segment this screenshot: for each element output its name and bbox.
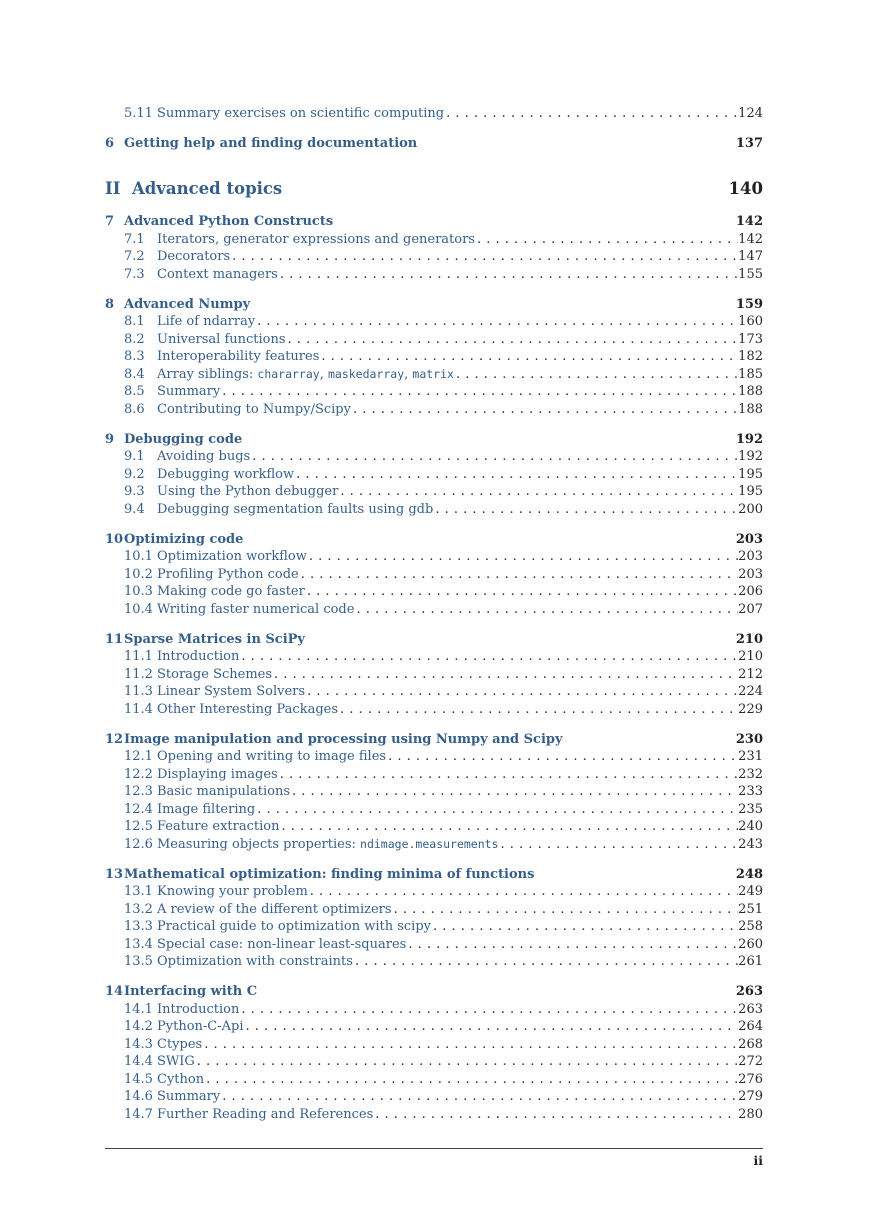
toc-section-entry[interactable] xyxy=(105,901,763,919)
toc-entry-number: 14.1 xyxy=(124,1001,153,1017)
toc-entry-page: 140 xyxy=(728,178,763,198)
toc-entry-title[interactable]: Debugging segmentation faults using gdb xyxy=(157,501,434,517)
toc-entry-page: 263 xyxy=(735,984,763,999)
dot-leader xyxy=(354,601,738,619)
toc-section-entry[interactable] xyxy=(105,1071,763,1089)
toc-entry-number: 13.5 xyxy=(124,954,153,969)
toc-entry-title[interactable]: Introduction xyxy=(157,649,240,664)
page-number: ii xyxy=(753,1153,763,1168)
toc-entry-number: 9.4 xyxy=(124,501,145,517)
toc-entry-number: 11.2 xyxy=(124,666,153,682)
toc-section-entry[interactable] xyxy=(105,566,763,584)
toc-chapter-entry[interactable] xyxy=(105,631,763,649)
toc-entry-code: matrix xyxy=(412,366,454,381)
toc-section-entry[interactable] xyxy=(105,483,763,501)
toc-section-entry[interactable] xyxy=(105,783,763,801)
toc-entry-page: 235 xyxy=(738,801,763,817)
toc-entry-number: 10.2 xyxy=(124,566,153,582)
toc-entry-title[interactable]: Optimization workflow xyxy=(157,549,307,564)
dot-leader xyxy=(338,483,738,501)
toc-entry-title[interactable]: Practical guide to optimization with scipy xyxy=(157,919,431,934)
toc-entry-title[interactable]: Debugging code xyxy=(124,431,243,447)
dot-leader xyxy=(431,918,738,936)
toc-chapter-entry[interactable] xyxy=(105,983,763,1001)
toc-entry-title[interactable]: Storage Schemes xyxy=(157,666,273,682)
toc-entry-page: 249 xyxy=(738,884,763,899)
toc-section-entry[interactable] xyxy=(105,348,763,366)
toc-entry-page: 279 xyxy=(738,1089,763,1104)
toc-entry-page: 243 xyxy=(738,836,763,852)
dot-leader xyxy=(299,566,738,584)
toc-entry-page: 224 xyxy=(738,684,763,699)
dot-leader xyxy=(454,366,738,384)
dot-leader xyxy=(220,383,738,401)
toc-section-entry[interactable] xyxy=(105,231,763,249)
toc-entry-page: 195 xyxy=(738,484,763,499)
toc-entry-title[interactable]: Iterators, generator expressions and generators xyxy=(157,231,475,247)
toc-entry-number: 13.3 xyxy=(124,919,153,934)
toc-entry-page: 188 xyxy=(738,384,763,399)
toc-entry-page: 258 xyxy=(738,919,763,934)
toc-entry-number: 10 xyxy=(105,531,124,547)
toc-entry-number: 10.3 xyxy=(124,584,153,599)
toc-entry-title[interactable]: Avoiding bugs xyxy=(157,449,251,464)
toc-entry-number: 13 xyxy=(105,866,124,882)
toc-entry-number: 12.6 xyxy=(124,836,153,852)
toc-entry-number: 14.5 xyxy=(124,1071,153,1087)
toc-entry-page: 268 xyxy=(738,1036,763,1052)
toc-entry-title[interactable]: A review of the different optimizers xyxy=(157,901,392,917)
toc-entry-page: 232 xyxy=(738,766,763,782)
toc-entry-page: 276 xyxy=(738,1071,763,1087)
toc-entry-page: 192 xyxy=(738,449,763,464)
dot-leader xyxy=(230,248,738,266)
toc-entry-page: 160 xyxy=(738,314,763,329)
toc-entry-title[interactable]: Linear System Solvers xyxy=(157,684,306,699)
toc-entry-title-part: , xyxy=(319,366,328,382)
toc-entry-page: 210 xyxy=(735,631,763,647)
toc-entry-title[interactable]: Optimizing code xyxy=(124,531,244,547)
toc-entry-page: 192 xyxy=(735,431,763,447)
toc-entry-page: 188 xyxy=(738,401,763,417)
toc-entry-number: 9.2 xyxy=(124,466,145,482)
dot-leader xyxy=(499,836,739,854)
toc-entry-title[interactable]: Making code go faster xyxy=(157,584,305,599)
dot-leader xyxy=(307,548,738,566)
toc-entry-number: 12.2 xyxy=(124,766,153,782)
toc-entry-number: 13.4 xyxy=(124,936,153,952)
toc-entry-number: 11.3 xyxy=(124,684,153,699)
toc-section-entry[interactable] xyxy=(105,366,763,384)
toc-entry-title[interactable]: Special case: non-linear least-squares xyxy=(157,936,407,952)
toc-section-entry[interactable] xyxy=(105,1001,763,1019)
toc-entry-page: 182 xyxy=(738,349,763,364)
toc-section-entry[interactable] xyxy=(105,383,763,401)
toc-chapter-entry[interactable] xyxy=(105,731,763,749)
toc-entry-title[interactable]: Cython xyxy=(157,1071,205,1087)
toc-entry-title[interactable]: Introduction xyxy=(157,1001,240,1017)
toc-section-entry[interactable] xyxy=(105,248,763,266)
toc-entry-number: 5.11 xyxy=(124,106,153,121)
toc-entry-number: 8.5 xyxy=(124,384,145,399)
dot-leader xyxy=(308,883,738,901)
toc-entry-number: 7.3 xyxy=(124,266,145,282)
toc-section-entry[interactable] xyxy=(105,583,763,601)
toc-entry-title[interactable] xyxy=(157,836,499,854)
toc-entry-page: 230 xyxy=(735,731,763,747)
toc-entry-title[interactable]: Profiling Python code xyxy=(157,566,299,582)
toc-section-entry[interactable] xyxy=(105,331,763,349)
toc-entry-number: 12 xyxy=(105,731,124,747)
toc-entry-number: 7.2 xyxy=(124,249,145,264)
toc-section-entry[interactable] xyxy=(105,648,763,666)
footer-rule xyxy=(105,1148,763,1149)
table-of-contents xyxy=(105,105,763,1123)
toc-section-entry[interactable] xyxy=(105,883,763,901)
toc-entry-code: chararray xyxy=(257,366,320,381)
toc-entry-page: 206 xyxy=(738,584,763,599)
dot-leader xyxy=(279,818,738,836)
toc-entry-number: 14.6 xyxy=(124,1089,153,1104)
toc-entry-title[interactable]: Summary exercises on scientific computing xyxy=(157,106,445,121)
toc-entry-page: 233 xyxy=(738,784,763,799)
toc-section-entry[interactable] xyxy=(105,105,763,123)
toc-entry-number: 8 xyxy=(105,296,115,312)
toc-section-entry[interactable] xyxy=(105,801,763,819)
toc-entry-page: 173 xyxy=(738,331,763,347)
toc-section-entry[interactable] xyxy=(105,1018,763,1036)
toc-section-entry[interactable] xyxy=(105,836,763,854)
toc-chapter-entry[interactable] xyxy=(105,213,763,231)
dot-leader xyxy=(278,266,738,284)
toc-entry-title[interactable]: Basic manipulations xyxy=(157,784,291,799)
toc-entry-title[interactable]: Optimization with constraints xyxy=(157,954,353,969)
toc-chapter-entry[interactable] xyxy=(105,531,763,549)
toc-entry-number: 10.4 xyxy=(124,601,153,617)
dot-leader xyxy=(244,1018,739,1036)
toc-entry-title[interactable]: Displaying images xyxy=(157,766,278,782)
toc-entry-page: 240 xyxy=(738,819,763,834)
toc-entry-number: 8.2 xyxy=(124,331,145,347)
toc-entry-number: 13.1 xyxy=(124,884,153,899)
toc-entry-title-part: , xyxy=(404,366,413,382)
toc-entry-number: 8.4 xyxy=(124,366,145,382)
toc-entry-number: II xyxy=(105,178,121,198)
toc-entry-title[interactable]: Interfacing with C xyxy=(124,984,258,999)
toc-section-entry[interactable] xyxy=(105,401,763,419)
toc-entry-code: ndimage.measurements xyxy=(360,836,499,851)
toc-entry-number: 9 xyxy=(105,431,115,447)
dot-leader xyxy=(319,348,738,366)
toc-entry-page: 251 xyxy=(738,901,763,917)
toc-entry-title[interactable]: Opening and writing to image files xyxy=(157,749,387,764)
toc-section-entry[interactable] xyxy=(105,1106,763,1124)
toc-entry-title[interactable]: Debugging workflow xyxy=(157,466,295,482)
toc-entry-title[interactable]: Writing faster numerical code xyxy=(157,601,355,617)
dot-leader xyxy=(338,701,738,719)
toc-entry-title[interactable]: Summary xyxy=(157,384,221,399)
toc-entry-page: 272 xyxy=(738,1054,763,1069)
toc-section-entry[interactable] xyxy=(105,666,763,684)
toc-entry-code: maskedarray xyxy=(327,366,405,381)
dot-leader xyxy=(305,583,738,601)
toc-entry-title-part: Measuring objects properties: xyxy=(157,836,361,852)
toc-section-entry[interactable] xyxy=(105,1088,763,1106)
toc-entry-page: 229 xyxy=(738,701,763,717)
dot-leader xyxy=(239,648,738,666)
toc-entry-number: 9.3 xyxy=(124,484,145,499)
toc-entry-page: 248 xyxy=(735,866,763,882)
toc-entry-page: 203 xyxy=(738,566,763,582)
toc-entry-number: 8.3 xyxy=(124,349,145,364)
toc-entry-number: 14.7 xyxy=(124,1106,153,1122)
toc-entry-number: 12.4 xyxy=(124,801,153,817)
toc-entry-number: 14.2 xyxy=(124,1019,153,1034)
toc-entry-page: 264 xyxy=(738,1019,763,1034)
dot-leader xyxy=(433,501,738,519)
dot-leader xyxy=(392,901,739,919)
toc-entry-number: 11.1 xyxy=(124,649,153,664)
toc-entry-page: 155 xyxy=(738,266,763,282)
toc-entry-number: 10.1 xyxy=(124,549,153,564)
toc-section-entry[interactable] xyxy=(105,936,763,954)
toc-entry-number: 14.3 xyxy=(124,1036,153,1052)
toc-entry-title-part: Array siblings: xyxy=(157,366,258,382)
toc-entry-page: 124 xyxy=(738,106,763,121)
toc-entry-title[interactable]: Summary xyxy=(157,1089,221,1104)
toc-section-entry[interactable] xyxy=(105,501,763,519)
toc-entry-number: 11 xyxy=(105,631,124,647)
toc-entry-number: 6 xyxy=(105,136,115,151)
toc-entry-title[interactable]: Advanced Numpy xyxy=(124,296,251,312)
toc-part-entry[interactable] xyxy=(105,177,763,201)
dot-leader xyxy=(386,748,738,766)
dot-leader xyxy=(202,1036,738,1054)
toc-entry-page: 210 xyxy=(738,649,763,664)
toc-entry-number: 14.4 xyxy=(124,1054,153,1069)
dot-leader xyxy=(373,1106,738,1124)
toc-section-entry[interactable] xyxy=(105,953,763,971)
toc-chapter-entry[interactable] xyxy=(105,431,763,449)
toc-entry-page: 203 xyxy=(735,531,763,547)
toc-entry-number: 8.6 xyxy=(124,401,145,417)
toc-entry-page: 260 xyxy=(738,936,763,952)
toc-entry-title[interactable]: Other Interesting Packages xyxy=(157,701,339,717)
dot-leader xyxy=(272,666,738,684)
toc-entry-title[interactable]: Ctypes xyxy=(157,1036,203,1052)
toc-entry-page: 142 xyxy=(735,214,763,229)
toc-entry-title[interactable]: Image manipulation and processing using Numpy and Scipy xyxy=(124,731,563,747)
toc-section-entry[interactable] xyxy=(105,266,763,284)
toc-section-entry[interactable] xyxy=(105,1053,763,1071)
toc-entry-title[interactable]: Context managers xyxy=(157,266,278,282)
toc-section-entry[interactable] xyxy=(105,918,763,936)
toc-section-entry[interactable] xyxy=(105,548,763,566)
toc-entry-title[interactable]: Advanced topics xyxy=(132,178,283,198)
toc-entry-number: 12.3 xyxy=(124,784,153,799)
toc-section-entry[interactable] xyxy=(105,701,763,719)
toc-entry-number: 11.4 xyxy=(124,701,153,717)
dot-leader xyxy=(204,1071,738,1089)
toc-entry-title[interactable]: Further Reading and References xyxy=(157,1106,374,1122)
toc-entry-title[interactable]: Using the Python debugger xyxy=(157,484,339,499)
toc-entry-title[interactable]: Sparse Matrices in SciPy xyxy=(124,631,305,647)
toc-entry-page: 280 xyxy=(738,1106,763,1122)
toc-entry-number: 7.1 xyxy=(124,231,145,247)
toc-entry-title[interactable]: Getting help and finding documentation xyxy=(124,136,418,151)
toc-entry-title[interactable]: Interoperability features xyxy=(157,349,320,364)
toc-entry-page: 263 xyxy=(738,1001,763,1017)
dot-leader xyxy=(305,683,738,701)
toc-section-entry[interactable] xyxy=(105,683,763,701)
toc-entry-page: 200 xyxy=(738,501,763,517)
toc-chapter-entry[interactable] xyxy=(105,866,763,884)
toc-entry-number: 12.5 xyxy=(124,819,153,834)
toc-entry-number: 8.1 xyxy=(124,314,145,329)
dot-leader xyxy=(406,936,738,954)
toc-entry-page: 159 xyxy=(735,296,763,312)
toc-entry-number: 13.2 xyxy=(124,901,153,917)
toc-entry-page: 142 xyxy=(738,231,763,247)
toc-section-entry[interactable] xyxy=(105,448,763,466)
toc-entry-number: 9.1 xyxy=(124,449,145,464)
dot-leader xyxy=(475,231,738,249)
toc-entry-page: 137 xyxy=(735,136,763,151)
toc-entry-page: 207 xyxy=(738,601,763,617)
dot-leader xyxy=(294,466,738,484)
toc-entry-number: 14 xyxy=(105,984,124,999)
dot-leader xyxy=(286,331,739,349)
toc-entry-title[interactable]: Life of ndarray xyxy=(157,314,256,329)
dot-leader xyxy=(255,801,738,819)
toc-entry-page: 261 xyxy=(738,954,763,969)
toc-section-entry[interactable] xyxy=(105,466,763,484)
dot-leader xyxy=(250,448,738,466)
dot-leader xyxy=(239,1001,738,1019)
toc-entry-title[interactable] xyxy=(157,366,454,384)
toc-section-entry[interactable] xyxy=(105,748,763,766)
toc-entry-number: 7 xyxy=(105,214,115,229)
dot-leader xyxy=(278,766,738,784)
dot-leader xyxy=(444,105,738,123)
dot-leader xyxy=(351,401,738,419)
toc-entry-title[interactable]: Feature extraction xyxy=(157,819,280,834)
toc-entry-page: 147 xyxy=(738,249,763,264)
toc-section-entry[interactable] xyxy=(105,766,763,784)
toc-entry-title[interactable]: Advanced Python Constructs xyxy=(124,214,334,229)
toc-section-entry[interactable] xyxy=(105,601,763,619)
dot-leader xyxy=(255,313,738,331)
dot-leader xyxy=(353,953,738,971)
toc-entry-page: 231 xyxy=(738,749,763,764)
toc-entry-title[interactable]: Decorators xyxy=(157,249,231,264)
toc-entry-page: 185 xyxy=(738,366,763,382)
toc-section-entry[interactable] xyxy=(105,818,763,836)
toc-entry-title[interactable]: Contributing to Numpy/Scipy xyxy=(157,401,351,417)
toc-entry-title[interactable]: Mathematical optimization: finding minima of functions xyxy=(124,866,535,882)
dot-leader xyxy=(290,783,738,801)
toc-entry-title[interactable]: SWIG xyxy=(157,1054,195,1069)
toc-chapter-entry[interactable] xyxy=(105,296,763,314)
toc-section-entry[interactable] xyxy=(105,313,763,331)
toc-section-entry[interactable] xyxy=(105,1036,763,1054)
dot-leader xyxy=(220,1088,738,1106)
toc-entry-number: 12.1 xyxy=(124,749,153,764)
toc-entry-title[interactable]: Universal functions xyxy=(157,331,286,347)
toc-entry-title[interactable]: Knowing your problem xyxy=(157,884,308,899)
toc-chapter-entry[interactable] xyxy=(105,135,763,153)
toc-entry-page: 212 xyxy=(738,666,763,682)
toc-entry-page: 203 xyxy=(738,549,763,564)
toc-entry-title[interactable]: Image filtering xyxy=(157,801,256,817)
toc-entry-title[interactable]: Python-C-Api xyxy=(157,1019,244,1034)
toc-entry-page: 195 xyxy=(738,466,763,482)
dot-leader xyxy=(195,1053,738,1071)
